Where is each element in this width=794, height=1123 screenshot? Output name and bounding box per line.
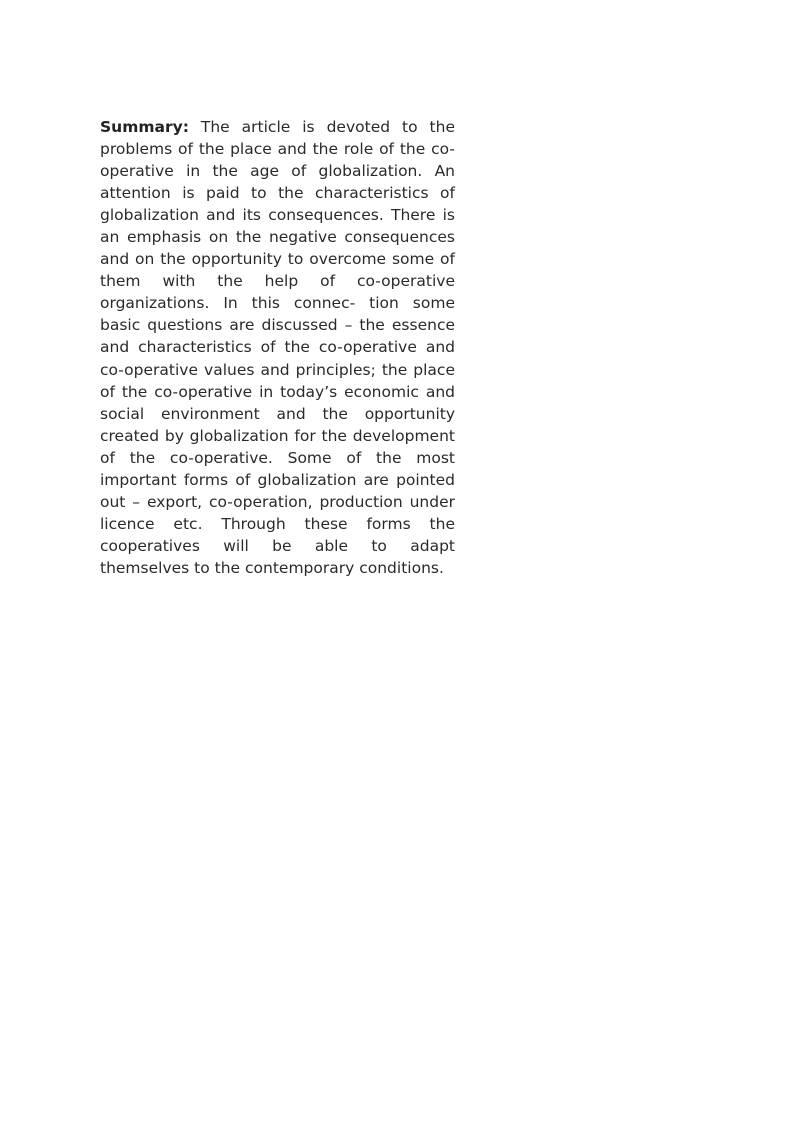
summary-label: Summary: [100, 117, 189, 136]
summary-text: The article is devoted to the problems of the place and the role of the co-operative in the age of globalization. An attention is paid to the characteristics of globalization and its consequences. There is an emphasis on the negative consequences and on the opportunity to overcome some of them with the help of co-operative organizations. In this connec- tion some basic questions are discussed – the essence and characteristics of the co-operative and co-operative values and principles; the place of the co-operative in today’s economic and social environment and the opportunity created by globalization for the development of the co-operative. Some of the most important forms of globalization are pointed out – export, co-operation, production under licence etc. Through these forms the cooperatives will be able to adapt themselves to the contemporary conditions. [100, 117, 455, 578]
summary-paragraph [100, 116, 455, 580]
